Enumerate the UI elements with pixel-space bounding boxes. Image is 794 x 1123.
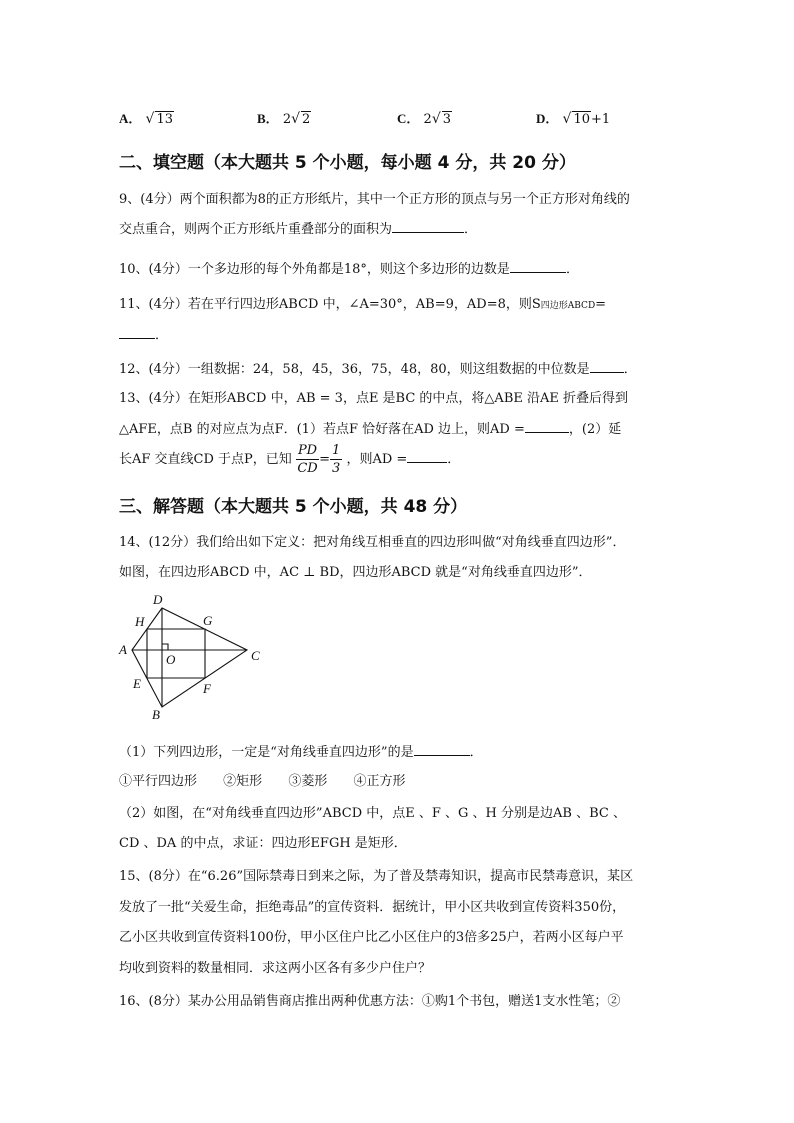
label-a: A bbox=[119, 642, 127, 657]
label-g: G bbox=[203, 613, 213, 628]
q10-answer-blank[interactable] bbox=[510, 260, 566, 273]
section2-title: 二、填空题（本大题共 5 个小题，每小题 4 分，共 20 分） bbox=[119, 153, 576, 173]
q10 bbox=[119, 258, 579, 277]
option-d-radicand: 10 bbox=[573, 112, 590, 127]
q13-end: ． bbox=[447, 452, 461, 467]
q15-line1: 15、(8分）在“6.26”国际禁毒日到来之际，为了普及禁毒知识，提高市民禁毒意识，某区 bbox=[119, 869, 634, 884]
q11-eq: = bbox=[595, 297, 607, 312]
option-a: A． √ 13 bbox=[119, 111, 173, 127]
q14-choice-1: ①平行四边形 bbox=[119, 774, 198, 789]
q11-subscript: 四边形ABCD bbox=[540, 301, 596, 311]
option-a-radicand: 13 bbox=[156, 112, 173, 127]
label-d: D bbox=[153, 592, 163, 607]
q13-frac1-den: CD bbox=[297, 461, 318, 476]
label-o: O bbox=[166, 652, 176, 667]
q9-line1: 9、(4分）两个面积都为8的正方形纸片，其中一个正方形的顶点与另一个正方形对角线的 bbox=[119, 192, 630, 207]
q11-end: ． bbox=[155, 328, 169, 343]
q12-answer-blank[interactable] bbox=[590, 360, 624, 373]
q13-line2a: △AFE，点B 的对应点为点F．(1）若点F 恰好落在AD 边上，则AD = bbox=[119, 422, 525, 437]
q14-choice-4: ④正方形 bbox=[353, 774, 406, 789]
q13-frac-eq: = bbox=[319, 452, 331, 467]
q14-sub1-answer-blank[interactable] bbox=[414, 743, 470, 756]
right-angle-mark bbox=[162, 644, 168, 650]
q13-answer2-blank[interactable] bbox=[407, 450, 447, 463]
q14-line2: 如图，在四边形ABCD 中，AC ⊥ BD，四边形ABCD 就是“对角线垂直四边形”． bbox=[119, 565, 592, 580]
option-d-label: D． bbox=[536, 111, 559, 126]
q11-answer-blank[interactable] bbox=[119, 326, 155, 339]
option-d-tail: +1 bbox=[591, 112, 611, 127]
q12-text: 12、(4分）一组数据：24，58，45，36，75，48，80，则这组数据的中位数是 bbox=[119, 362, 590, 377]
q10-end: ． bbox=[565, 262, 579, 277]
q14-line1: 14、(12分）我们给出如下定义：把对角线互相垂直的四边形叫做“对角线垂直四边形”． bbox=[119, 535, 626, 550]
option-c-label: C． bbox=[397, 111, 420, 126]
label-b: B bbox=[152, 707, 160, 722]
q9-end: ． bbox=[464, 222, 478, 237]
q14-sub2-line2: CD 、DA 的中点，求证：四边形EFGH 是矩形． bbox=[119, 836, 407, 851]
q13-line3a: 长AF 交直线CD 于点P，已知 bbox=[119, 452, 292, 467]
option-c-radicand: 3 bbox=[442, 112, 452, 127]
q9-line2 bbox=[119, 218, 477, 237]
option-b-radicand: 2 bbox=[302, 112, 311, 127]
q13-line3 bbox=[119, 442, 460, 477]
label-h: H bbox=[135, 614, 145, 629]
quadrilateral-figure bbox=[115, 590, 275, 730]
q13-line2 bbox=[119, 418, 621, 437]
q15-line4: 均收到资料的数量相同．求这两小区各有多少户住户？ bbox=[119, 961, 432, 976]
q13-frac2-den: 3 bbox=[332, 461, 341, 476]
q11-line1 bbox=[119, 293, 606, 312]
label-f: F bbox=[203, 681, 211, 696]
q13-frac2-num: 1 bbox=[332, 443, 341, 458]
option-a-label: A． bbox=[119, 111, 142, 126]
q15-line3: 乙小区共收到宣传资料100份，甲小区住户比乙小区住户的3倍多25户，若两小区每户平 bbox=[119, 930, 624, 945]
q12 bbox=[119, 358, 637, 377]
q13-line2b: ，(2）延 bbox=[568, 422, 622, 437]
quadrilateral-abcd bbox=[132, 608, 247, 707]
label-e: E bbox=[133, 676, 141, 691]
q10-text: 10、(4分）一个多边形的每个外角都是18°，则这个多边形的边数是 bbox=[119, 262, 510, 277]
q14-choice-3: ③菱形 bbox=[288, 774, 328, 789]
q14-choices bbox=[119, 770, 405, 789]
q13-line3b: ，则AD = bbox=[346, 452, 408, 467]
q13-frac1-num: PD bbox=[297, 443, 318, 458]
q13-fraction-one-third bbox=[330, 442, 342, 477]
label-c: C bbox=[251, 648, 260, 663]
option-c: C． 2√ 3 bbox=[397, 111, 452, 127]
option-d: D． √ 10+1 bbox=[536, 111, 611, 127]
q14-sub1-end: ． bbox=[469, 745, 483, 760]
q11-line2 bbox=[119, 324, 168, 343]
q14-sub1 bbox=[119, 741, 483, 760]
section3-title: 三、解答题（本大题共 5 个小题，共 48 分） bbox=[119, 497, 468, 517]
q11-text: 11、(4分）若在平行四边形ABCD 中，∠A=30°，AB=9，AD=8，则S bbox=[119, 297, 541, 312]
q14-sub2-line1: （2）如图，在“对角线垂直四边形”ABCD 中，点E 、F 、G 、H 分别是边AB 、BC 、 bbox=[119, 806, 626, 821]
q15-line2: 发放了一批“关爱生命，拒绝毒品”的宣传资料．据统计，甲小区共收到宣传资料350份， bbox=[119, 900, 626, 915]
q13-line1: 13、(4分）在矩形ABCD 中，AB = 3，点E 是BC 的中点，将△ABE 沿AE 折叠后得到 bbox=[119, 391, 629, 406]
option-b: B． 2√ 2 bbox=[257, 111, 311, 127]
rectangle-efgh bbox=[147, 629, 205, 678]
q13-answer1-blank[interactable] bbox=[525, 420, 569, 433]
option-c-coef: 2 bbox=[423, 112, 432, 127]
option-b-coef: 2 bbox=[282, 112, 292, 127]
q13-fraction-pd-cd bbox=[296, 442, 319, 477]
q9-answer-blank[interactable] bbox=[392, 220, 464, 233]
q12-end: ． bbox=[623, 362, 637, 377]
q14-choice-2: ②矩形 bbox=[223, 774, 263, 789]
q9-line2-text: 交点重合，则两个正方形纸片重叠部分的面积为 bbox=[119, 222, 393, 237]
option-b-label: B． bbox=[257, 111, 279, 126]
q14-sub1-text: （1）下列四边形，一定是“对角线垂直四边形”的是 bbox=[119, 745, 414, 760]
q16-line1: 16、(8分）某办公用品销售商店推出两种优惠方法：①购1个书包，赠送1支水性笔；② bbox=[119, 994, 621, 1009]
